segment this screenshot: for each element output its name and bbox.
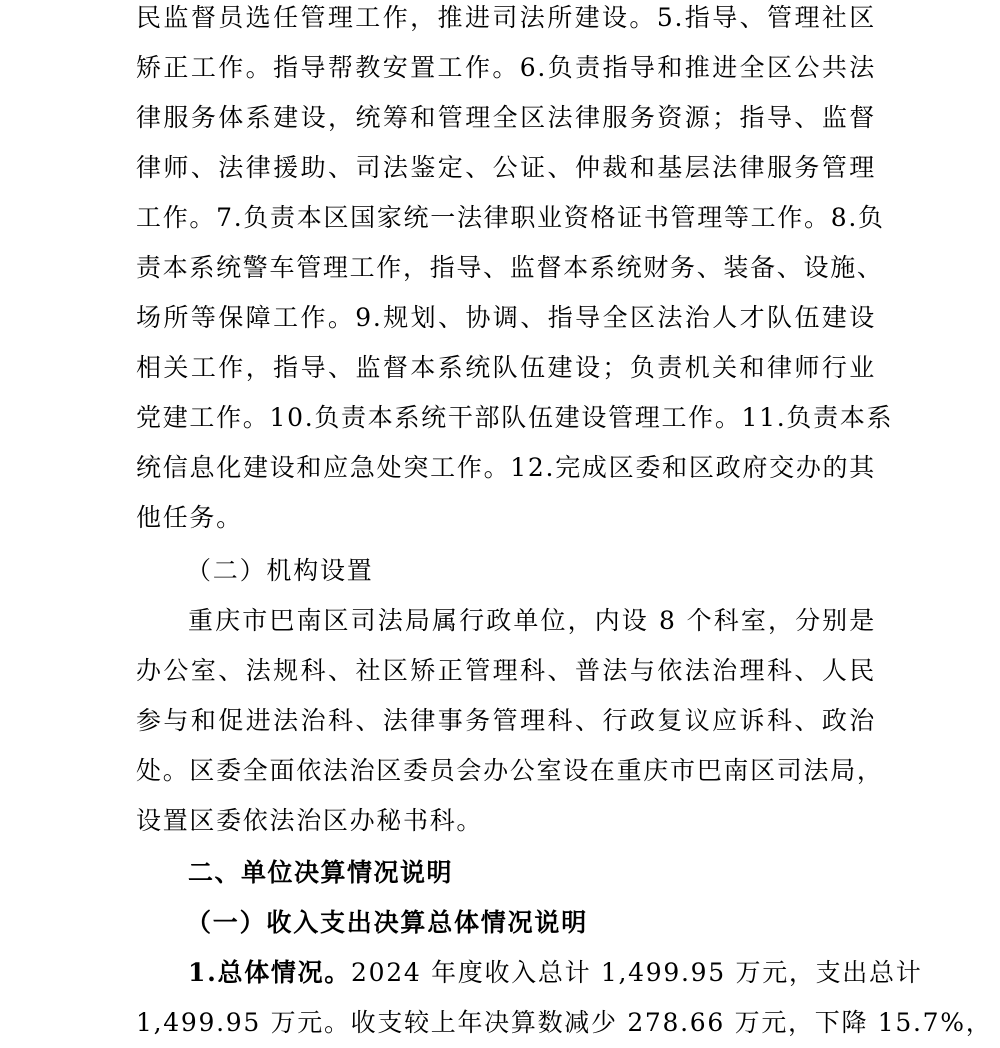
subsection-heading: （一）收入支出决算总体情况说明 bbox=[186, 908, 589, 937]
body-line: 工作。7.负责本区国家统一法律职业资格证书管理等工作。8.负 bbox=[136, 203, 885, 232]
body-line: 场所等保障工作。9.规划、协调、指导全区法治人才队伍建设 bbox=[136, 303, 876, 332]
part-heading: 二、单位决算情况说明 bbox=[188, 858, 454, 887]
org-line: 参与和促进法治科、法律事务管理科、行政复议应诉科、政治 bbox=[136, 706, 876, 735]
body-line: 责本系统警车管理工作，指导、监督本系统财务、装备、设施、 bbox=[136, 253, 884, 282]
body-line: 他任务。 bbox=[136, 503, 243, 532]
body-line: 矫正工作。指导帮教安置工作。6.负责指导和推进全区公共法 bbox=[136, 53, 876, 82]
section-heading-org: （二）机构设置 bbox=[186, 556, 374, 585]
body-line: 相关工作，指导、监督本系统队伍建设；负责机关和律师行业 bbox=[136, 353, 876, 382]
overall-line bbox=[188, 948, 923, 998]
org-line: 设置区委依法治区办秘书科。 bbox=[136, 806, 484, 835]
body-line: 党建工作。10.负责本系统干部队伍建设管理工作。11.负责本系 bbox=[136, 403, 894, 432]
body-line: 民监督员选任管理工作，推进司法所建设。5.指导、管理社区 bbox=[136, 3, 876, 32]
body-line: 律师、法律援助、司法鉴定、公证、仲裁和基层法律服务管理 bbox=[136, 153, 876, 182]
overall-label: 1.总体情况。 bbox=[188, 958, 351, 987]
overall-text: 2024 年度收入总计 1,499.95 万元，支出总计 bbox=[351, 958, 923, 987]
org-line: 办公室、法规科、社区矫正管理科、普法与依法治理科、人民 bbox=[136, 656, 876, 685]
org-line: 重庆市巴南区司法局属行政单位，内设 8 个科室，分别是 bbox=[188, 606, 876, 635]
org-line: 处。区委全面依法治区委员会办公室设在重庆市巴南区司法局， bbox=[136, 756, 884, 785]
body-line: 1,499.95 万元。收支较上年决算数减少 278.66 万元，下降 15.7%， bbox=[136, 1008, 993, 1037]
body-line: 律服务体系建设，统筹和管理全区法律服务资源；指导、监督 bbox=[136, 103, 876, 132]
body-line: 统信息化建设和应急处突工作。12.完成区委和区政府交办的其 bbox=[136, 453, 876, 482]
